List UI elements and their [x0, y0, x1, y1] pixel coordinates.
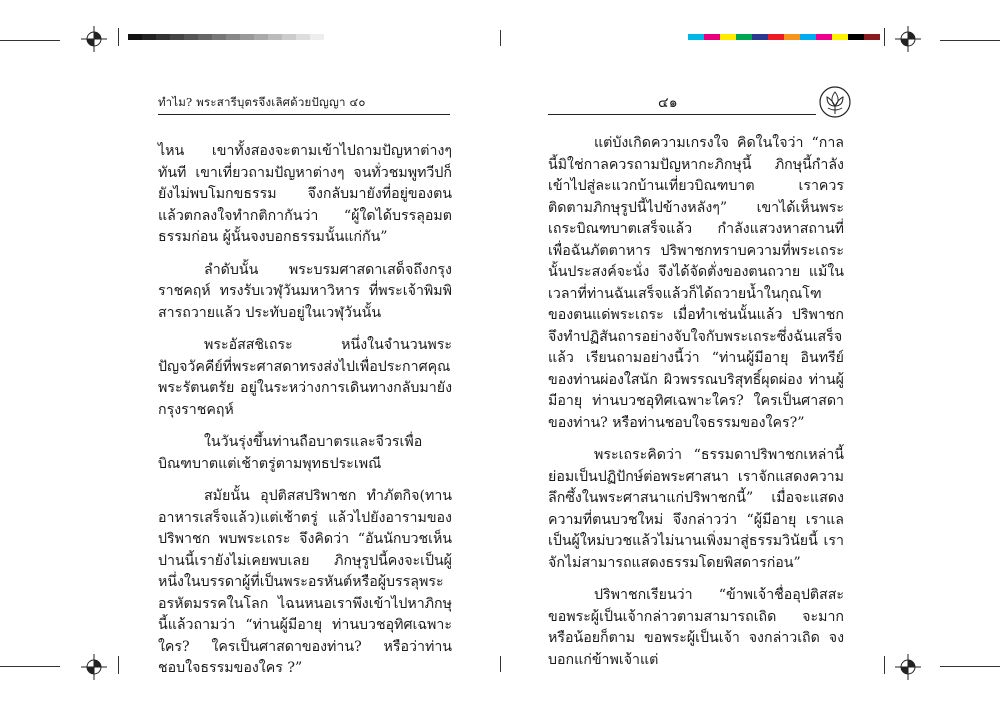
paragraph: ปริพาชกเรียนว่า “ข้าพเจ้าชื่ออุปติสสะ ขอพระผู้เป็นเจ้ากล่าวตามสามารถเถิด จะมากหรือน้อยก็ตาม ขอพระผู้เป็นเจ้า จงกล่าวเถิด จงบอกแก่ข้าพเจ้าแต่ [548, 587, 844, 668]
registration-mark-icon [81, 26, 107, 52]
color-swatch [720, 34, 736, 40]
header-rule [158, 114, 450, 115]
paragraph: ในวันรุ่งขึ้นท่านถือบาตรและจีวรเพื่อบิณฑบาตแต่เช้าตรู่ตามพุทธประเพณี [158, 434, 423, 472]
color-swatch [768, 34, 784, 40]
left-page-body [158, 141, 452, 680]
gray-swatch [268, 34, 282, 40]
color-swatch [736, 34, 752, 40]
right-page-body [548, 133, 844, 671]
paragraph: พระอัสสชิเถระ หนึ่งในจำนวนพระปัญจวัคคีย์ที่พระศาสดาทรงส่งไปเพื่อประกาศคุณพระรัตนตรัย อยู่ในระหว่างการเดินทางกลับมายังกรุงราชคฤห์ [158, 337, 452, 418]
color-swatch [752, 34, 768, 40]
registration-mark-icon [895, 26, 921, 52]
paragraph: ลำดับนั้น พระบรมศาสดาเสด็จถึงกรุงราชคฤห์ ทรงรับเวฬุวันมหาวิหาร ที่พระเจ้าพิมพิสารถวายแล้ว ประทับอยู่ในเวฬุวันนั้น [158, 261, 452, 321]
gray-swatch [198, 34, 212, 40]
page-number: ๔๑ [658, 95, 678, 111]
gray-swatch [170, 34, 184, 40]
gray-swatch [156, 34, 170, 40]
color-swatch [800, 34, 816, 40]
gray-swatch [240, 34, 254, 40]
lotus-flower-icon [818, 84, 854, 120]
paragraph: สมัยนั้น อุปติสสปริพาชก ทำภัตกิจ(ทานอาหารเสร็จแล้ว)แต่เช้าตรู่ แล้วไปยังอารามของปริพาชก พบพระเถระ จึงคิดว่า “อันนักบวชเห็นปานนี้เรายังไม่เคยพบเลย ภิกษุรูปนี้คงจะเป็นผู้หนึ่งในบรรดาผู้ที่เป็นพระอรหันต์หรือผู้บรรลุพระอรหัตมรรคในโลก ไฉนหนอเราพึงเข้าไปหาภิกษุนี้แล้วถามว่า “ท่านผู้มีอายุ ท่านบวชอุทิศเฉพาะใคร? ใครเป็นศาสดาของท่าน? หรือว่าท่านชอบใจธรรมของใคร ?” [158, 488, 452, 676]
gray-swatch [254, 34, 268, 40]
gray-swatch [142, 34, 156, 40]
paragraph: แต่บังเกิดความเกรงใจ คิดในใจว่า “กาลนี้มิใช่กาลควรถามปัญหากะภิกษุนี้ ภิกษุนี้กำลังเข้าไปสู่ละแวกบ้านเที่ยวบิณฑบาต เราควรติดตามภิกษุรูปนี้ไปข้างหลังๆ” เขาได้เห็นพระเถระบิณฑบาตเสร็จแล้ว กำลังแสวงหาสถานที่เพื่อฉันภัตตาหาร ปริพาชกทราบความที่พระเถระนั้นประสงค์จะนั่ง จึงได้จัดตั่งของตนถวาย แม้ในเวลาที่ท่านฉันเสร็จแล้วก็ได้ถวายน้ำในกุณโฑของตนแด่พระเถระ เมื่อทำเช่นนั้นแล้ว ปริพาชกจึงทำปฏิสันถารอย่างจับใจกับพระเถระซึ่งฉันเสร็จแล้ว เรียนถามอย่างนี้ว่า “ท่านผู้มีอายุ อินทรีย์ของท่านผ่องใสนัก ผิวพรรณบริสุทธิ์ผุดผ่อง ท่านผู้มีอายุ ท่านบวชอุทิศเฉพาะใคร? ใครเป็นศาสดาของท่าน? หรือท่านชอบใจธรรมของใคร?” [548, 135, 844, 431]
color-swatch [784, 34, 800, 40]
gray-swatch [310, 34, 324, 40]
color-swatch [848, 34, 864, 40]
color-swatch [832, 34, 848, 40]
gray-swatch [184, 34, 198, 40]
gray-swatch [212, 34, 226, 40]
running-head: ทำไม? พระสารีบุตรจึงเลิศด้วยปัญญา ๔๐ [158, 95, 366, 109]
color-swatch [688, 34, 704, 40]
gray-swatch [226, 34, 240, 40]
gray-swatch [128, 34, 142, 40]
color-swatch [816, 34, 832, 40]
color-calibration-bar [688, 34, 880, 40]
grayscale-calibration-bar [128, 34, 324, 40]
color-swatch [864, 34, 880, 40]
header-rule [548, 114, 816, 115]
registration-mark-icon [81, 654, 107, 680]
paragraph: พระเถระคิดว่า “ธรรมดาปริพาชกเหล่านี้ ย่อมเป็นปฏิปักษ์ต่อพระศาสนา เราจักแสดงความลึกซึ้งในพระศาสนาแก่ปริพาชกนี้” เมื่อจะแสดงความที่ตนบวชใหม่ จึงกล่าวว่า “ผู้มีอายุ เราแลเป็นผู้ใหม่บวชแล้วไม่นานเพิ่งมาสู่ธรรมวินัยนี้ เราจักไม่สามารถแสดงธรรมโดยพิสดารก่อน” [548, 447, 844, 571]
registration-mark-icon [895, 654, 921, 680]
gray-swatch [282, 34, 296, 40]
paragraph: ไหน เขาทั้งสองจะตามเข้าไปถามปัญหาต่างๆ ทันที เขาเที่ยวถามปัญหาต่างๆ จนทั่วชมพูทวีปก็ยังไม่พบโมกขธรรม จึงกลับมายังที่อยู่ของตน แล้วตกลงใจทำกติกากันว่า “ผู้ใดได้บรรลุอมตธรรมก่อน ผู้นั้นจงบอกธรรมนั้นแก่กัน” [158, 143, 452, 245]
color-swatch [704, 34, 720, 40]
gray-swatch [296, 34, 310, 40]
